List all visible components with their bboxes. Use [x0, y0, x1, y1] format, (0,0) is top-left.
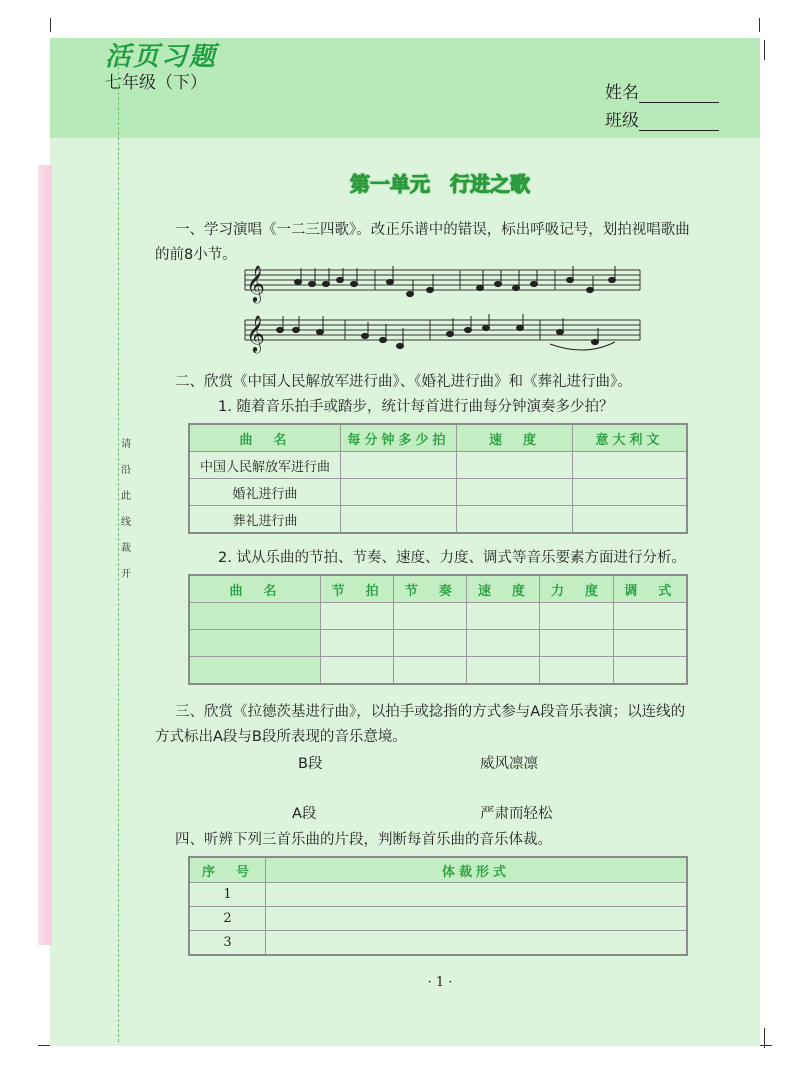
column-header: 曲 名: [189, 424, 341, 452]
column-header: 意大利文: [573, 424, 688, 452]
music-notes: [277, 266, 616, 350]
answer-cell[interactable]: [540, 630, 613, 657]
table-header-row: [189, 424, 687, 452]
cut-char: 此: [121, 491, 131, 502]
q1-text-line1: 一、学习演唱《一二三四歌》。改正乐谱中的错误，标出呼吸记号，划拍视唱歌曲: [175, 222, 690, 238]
answer-cell[interactable]: [394, 630, 467, 657]
q2-sub2: 2. 试从乐曲的节拍、节奏、速度、力度、调式等音乐要素方面进行分析。: [218, 550, 686, 566]
cut-char: 线: [121, 517, 131, 528]
answer-cell[interactable]: [457, 452, 573, 479]
row-number: 3: [189, 931, 266, 956]
q3-text-line2: 方式标出A段与B段所表现的音乐意境。: [155, 729, 407, 745]
column-header: 速 度: [457, 424, 573, 452]
crop-mark: [38, 1045, 50, 1046]
answer-cell[interactable]: [189, 630, 321, 657]
treble-clef-icon: [246, 264, 265, 353]
grade-label: 七年级（下）: [105, 73, 207, 93]
answer-cell[interactable]: [540, 657, 613, 685]
table-row: [189, 452, 687, 479]
class-label: 班级: [605, 111, 639, 131]
answer-cell[interactable]: [540, 603, 613, 630]
tempo-table: [188, 423, 688, 534]
mood-option-1[interactable]: 威风凛凛: [480, 756, 538, 772]
staff-line-1: [245, 270, 640, 290]
row-number: 2: [189, 907, 266, 931]
q1-text-line2: 的前8小节。: [155, 247, 237, 263]
name-label: 姓名: [605, 83, 639, 103]
crop-mark: [759, 18, 760, 32]
answer-cell[interactable]: [341, 506, 457, 534]
answer-cell[interactable]: [467, 657, 540, 685]
table-row: [189, 907, 687, 931]
svg-text:𝄞: 𝄞: [246, 314, 265, 352]
q2-title: 二、欣赏《中国人民解放军进行曲》、《婚礼进行曲》和《葬礼进行曲》。: [175, 374, 632, 390]
staff-line-2: [245, 320, 640, 340]
unit-title: 第一单元 行进之歌: [350, 172, 530, 196]
name-field[interactable]: [605, 78, 719, 103]
table-row: [189, 630, 687, 657]
piece-name: 中国人民解放军进行曲: [189, 452, 341, 479]
q4-title: 四、听辨下列三首乐曲的片段，判断每首乐曲的音乐体裁。: [175, 832, 552, 848]
answer-cell[interactable]: [266, 907, 688, 931]
answer-cell[interactable]: [613, 603, 687, 630]
row-number: 1: [189, 883, 266, 907]
column-header: 调 式: [613, 575, 687, 603]
answer-cell[interactable]: [266, 931, 688, 956]
answer-cell[interactable]: [341, 452, 457, 479]
column-header: 节 奏: [394, 575, 467, 603]
table-row: [189, 657, 687, 685]
answer-cell[interactable]: [573, 452, 688, 479]
answer-cell[interactable]: [266, 883, 688, 907]
section-a-label[interactable]: A段: [292, 806, 317, 822]
svg-text:𝄞: 𝄞: [246, 264, 265, 302]
answer-cell[interactable]: [189, 657, 321, 685]
answer-cell[interactable]: [394, 603, 467, 630]
elements-table: [188, 574, 688, 685]
column-header: 速 度: [467, 575, 540, 603]
class-field[interactable]: [605, 106, 719, 131]
cut-char: 请: [121, 439, 131, 450]
workbook-logo: 活页习题: [105, 42, 218, 72]
q2-sub1: 1. 随着音乐拍手或踏步，统计每首进行曲每分钟演奏多少拍？: [218, 399, 614, 415]
q3-text-line1: 三、欣赏《拉德茨基进行曲》，以拍手或捻指的方式参与A段音乐表演；以连线的: [175, 704, 686, 720]
table-header-row: [189, 857, 687, 883]
answer-cell[interactable]: [457, 506, 573, 534]
crop-mark: [760, 1045, 772, 1046]
answer-cell[interactable]: [457, 479, 573, 506]
answer-cell[interactable]: [321, 657, 394, 685]
answer-cell[interactable]: [394, 657, 467, 685]
table-row: [189, 603, 687, 630]
name-blank[interactable]: [639, 86, 719, 103]
crop-mark: [50, 18, 51, 32]
answer-cell[interactable]: [573, 506, 688, 534]
genre-table: [188, 856, 688, 956]
answer-cell[interactable]: [467, 630, 540, 657]
cut-instruction: [121, 432, 133, 588]
section-b-label[interactable]: B段: [298, 756, 323, 772]
answer-cell[interactable]: [467, 603, 540, 630]
column-header: 曲 名: [189, 575, 321, 603]
table-row: [189, 931, 687, 956]
table-row: [189, 479, 687, 506]
table-row: [189, 506, 687, 534]
answer-cell[interactable]: [321, 603, 394, 630]
answer-cell[interactable]: [189, 603, 321, 630]
crop-mark: [764, 40, 765, 60]
cut-char: 沿: [121, 465, 131, 476]
column-header: 体裁形式: [266, 857, 688, 883]
cut-char: 裁: [121, 543, 131, 554]
piece-name: 葬礼进行曲: [189, 506, 341, 534]
answer-cell[interactable]: [321, 630, 394, 657]
column-header: 力 度: [540, 575, 613, 603]
crop-mark: [764, 1028, 765, 1048]
page-number: · 1 ·: [427, 975, 453, 990]
class-blank[interactable]: [639, 114, 719, 131]
mood-option-2[interactable]: 严肃而轻松: [480, 806, 553, 822]
piece-name: 婚礼进行曲: [189, 479, 341, 506]
answer-cell[interactable]: [573, 479, 688, 506]
column-header: 节 拍: [321, 575, 394, 603]
cut-guide-line: [118, 52, 119, 1042]
table-row: [189, 883, 687, 907]
answer-cell[interactable]: [341, 479, 457, 506]
column-header: 序 号: [189, 857, 266, 883]
music-score: [240, 262, 645, 357]
column-header: 每分钟多少拍: [341, 424, 457, 452]
table-header-row: [189, 575, 687, 603]
answer-cell[interactable]: [613, 630, 687, 657]
cut-char: 开: [121, 569, 131, 580]
answer-cell[interactable]: [613, 657, 687, 685]
